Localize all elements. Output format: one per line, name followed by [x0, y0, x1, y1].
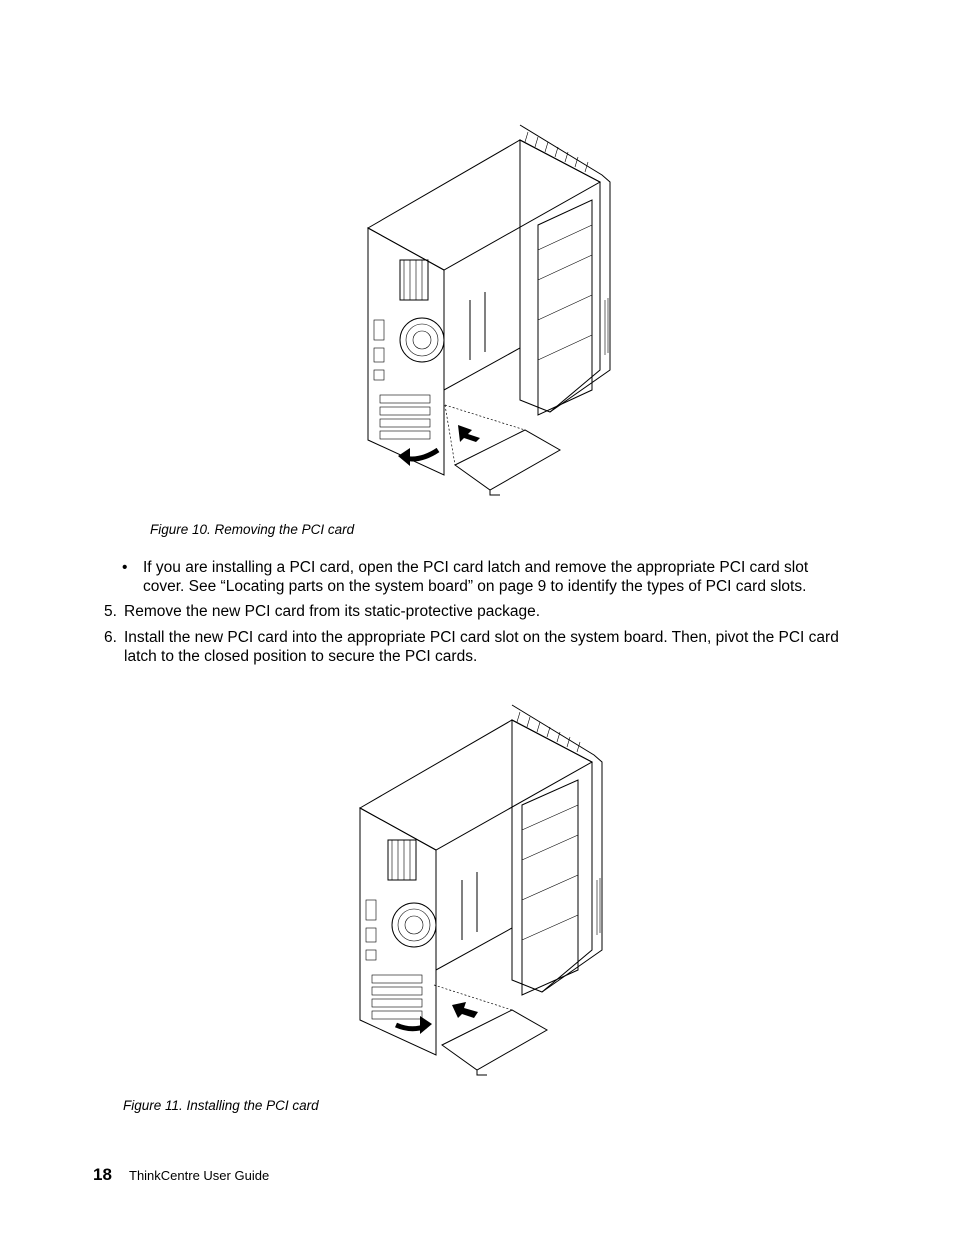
pci-slot-covers: [372, 975, 422, 1019]
list-item: [104, 628, 849, 666]
install-arrow-left: [452, 1002, 478, 1018]
pci-card: [434, 985, 547, 1075]
list-item: [104, 602, 844, 621]
pci-card: [445, 405, 560, 495]
bullet-marker: •: [122, 559, 128, 576]
computer-tower-drawing: [368, 125, 610, 495]
top-handle-ridges: [525, 132, 588, 172]
fan-grill: [400, 318, 444, 362]
top-handle-ridges: [517, 712, 580, 752]
guide-title: ThinkCentre User Guide: [129, 1168, 270, 1183]
computer-tower-drawing: [360, 705, 602, 1075]
figure-10-caption: Figure 10. Removing the PCI card: [150, 522, 355, 537]
front-vent: [605, 298, 608, 355]
front-vent: [597, 878, 600, 935]
figure-11-illustration: [352, 700, 622, 1080]
figure-10-illustration: [360, 120, 630, 505]
step-text: If you are installing a PCI card, open the PCI card latch and remove the appropriate PCI card slot cover. See “Locating parts on the system board” on page 9 to identify the types of PCI card slots.: [143, 559, 809, 595]
step-text: Remove the new PCI card from its static-protective package.: [124, 603, 541, 620]
removal-arrow-right: [458, 425, 480, 442]
step-number: 5.: [104, 603, 117, 620]
step-text: Install the new PCI card into the appropriate PCI card slot on the system board. Then, pivot the PCI card latch to the closed position to secure the PCI cards.: [124, 629, 839, 665]
step-number: 6.: [104, 629, 117, 646]
list-item: [122, 558, 822, 596]
figure-11-caption: Figure 11. Installing the PCI card: [123, 1098, 319, 1113]
page-number: 18: [93, 1165, 112, 1184]
fan-grill: [392, 903, 436, 947]
pci-slot-covers: [380, 395, 430, 439]
